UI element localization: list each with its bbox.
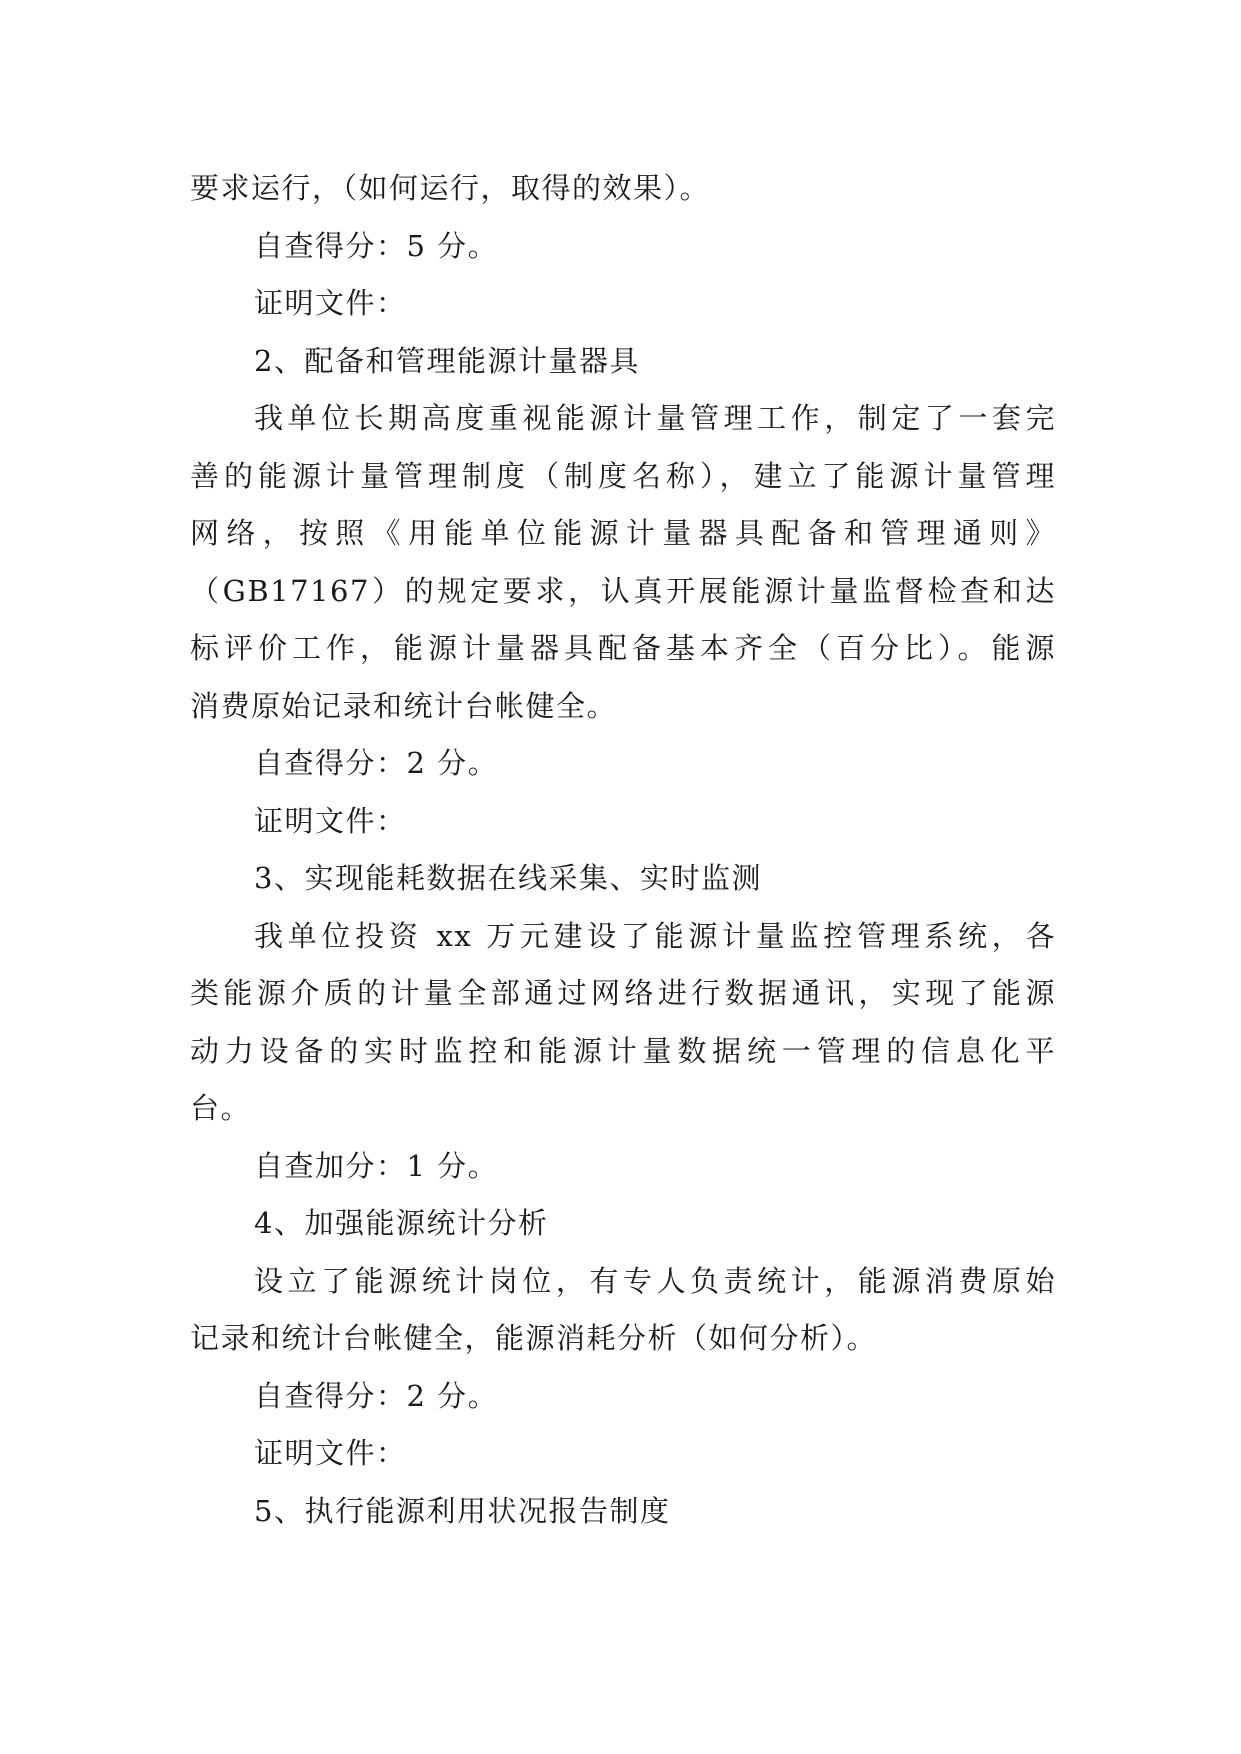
section-heading: 3、实现能耗数据在线采集、实时监测	[254, 861, 762, 895]
paragraph-line: 我单位投资 xx 万元建设了能源计量监控管理系统，各	[254, 918, 1056, 953]
paragraph-line: 要求运行，（如何运行，取得的效果）。	[190, 171, 711, 205]
section-heading: 5、执行能源利用状况报告制度	[254, 1493, 671, 1528]
self-check-score: 自查得分：2 分。	[254, 1378, 499, 1413]
paragraph-line: 网络，按照《用能单位能源计量器具配备和管理通则》	[190, 516, 1056, 550]
paragraph-line: 标评价工作，能源计量器具配备基本齐全（百分比）。能源	[190, 631, 1056, 665]
evidence-label: 证明文件：	[254, 803, 407, 838]
section-heading: 2、配备和管理能源计量器具	[254, 343, 640, 378]
evidence-label: 证明文件：	[254, 286, 407, 320]
paragraph-line: 记录和统计台帐健全，能源消耗分析（如何分析）。	[190, 1321, 878, 1355]
paragraph-line: 类能源介质的计量全部通过网络进行数据通讯，实现了能源	[190, 976, 1056, 1010]
paragraph-line: 设立了能源统计岗位，有专人负责统计，能源消费原始	[254, 1263, 1056, 1298]
self-check-score: 自查得分：2 分。	[254, 746, 499, 780]
paragraph-line: （GB17167）的规定要求，认真开展能源计量监督检查和达	[190, 573, 1056, 608]
paragraph-line: 善的能源计量管理制度（制度名称），建立了能源计量管理	[190, 458, 1056, 493]
evidence-label: 证明文件：	[254, 1436, 407, 1470]
document-body	[190, 160, 1056, 1540]
self-check-score: 自查得分：5 分。	[254, 228, 499, 263]
section-heading: 4、加强能源统计分析	[254, 1206, 549, 1240]
paragraph-line: 我单位长期高度重视能源计量管理工作，制定了一套完	[254, 401, 1056, 435]
self-check-score: 自查加分：1 分。	[254, 1148, 499, 1183]
paragraph-line: 台。	[190, 1091, 252, 1125]
paragraph-line: 动力设备的实时监控和能源计量数据统一管理的信息化平	[190, 1033, 1056, 1068]
paragraph-line: 消费原始记录和统计台帐健全。	[190, 688, 618, 723]
